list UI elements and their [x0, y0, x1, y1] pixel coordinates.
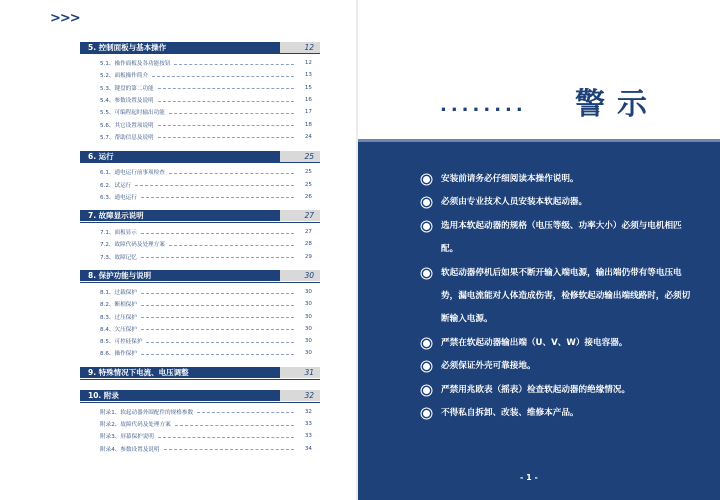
bullet-icon	[423, 340, 430, 347]
warning-item-text: 安装前请务必仔细阅读本操作说明。	[441, 174, 579, 184]
toc-entry-label: 附录4、参数设置及说明	[100, 446, 160, 453]
bullet-icon	[423, 176, 430, 183]
toc-entry-page: 27	[304, 229, 312, 236]
toc-entry-page: 30	[304, 350, 312, 357]
warning-title: 警示	[575, 87, 659, 122]
toc-entry[interactable]	[80, 443, 320, 455]
toc-entry-page: 32	[304, 408, 312, 415]
toc-entry-label: 5.7、帮助信息及说明	[100, 134, 154, 141]
toc-entry-label: 8.3、过压保护	[100, 314, 137, 321]
toc-entry-label: 5.6、其它设置项说明	[100, 122, 154, 129]
page-number: - 1 -	[520, 473, 538, 482]
toc-entry[interactable]	[80, 347, 320, 359]
toc-entry-page: 33	[304, 421, 312, 428]
toc-entry[interactable]	[80, 298, 320, 310]
toc-entry[interactable]	[80, 226, 320, 238]
toc-section-header[interactable]	[80, 270, 320, 283]
toc-entry[interactable]	[80, 238, 320, 250]
toc-leader-dots	[135, 185, 294, 186]
toc-leader-dots	[146, 342, 294, 343]
toc-entry[interactable]	[80, 418, 320, 430]
toc-entry-page: 26	[304, 193, 312, 200]
toc-section-title: 9. 特殊情况下电流、电压调整	[80, 367, 280, 378]
toc-entry[interactable]	[80, 131, 320, 143]
toc-entry-page: 16	[304, 97, 312, 104]
warning-item	[423, 379, 693, 402]
warning-item	[423, 215, 693, 262]
toc-leader-dots	[141, 329, 294, 330]
toc-entry-label: 附录1、软起动器外围配件的规格参数	[100, 409, 194, 416]
toc-section-title: 10. 附录	[80, 390, 280, 401]
toc-entry[interactable]	[80, 430, 320, 442]
toc-entry-label: 5.2、面板操作简介	[100, 73, 149, 80]
toc-entry-label: 5.5、可编程起时输出功能	[100, 110, 165, 117]
toc-leader-dots	[141, 293, 294, 294]
toc-entry-page: 30	[304, 289, 312, 295]
toc-leader-dots	[158, 437, 294, 438]
warning-item	[423, 402, 693, 425]
toc-leader-dots	[141, 317, 294, 318]
toc-leader-dots	[152, 76, 294, 77]
toc-entry-page: 13	[304, 72, 312, 79]
toc-entry[interactable]	[80, 166, 320, 178]
toc-entry-page: 17	[304, 109, 312, 116]
toc-entry[interactable]	[80, 191, 320, 203]
toc-entry[interactable]	[80, 57, 320, 69]
toc-entry[interactable]	[80, 106, 320, 118]
toc-leader-dots	[169, 113, 294, 114]
toc-entry-label: 附录3、屏幕保护说明	[100, 434, 154, 441]
table-of-contents	[80, 41, 320, 462]
toc-leader-dots	[141, 354, 294, 355]
toc-section-title: 6. 运行	[80, 151, 280, 162]
warning-heading	[440, 79, 700, 122]
toc-entry-page: 15	[304, 84, 312, 91]
toc-entry-page: 34	[304, 445, 312, 452]
toc-entry-label: 8.5、可控硅保护	[100, 339, 143, 346]
warning-item-text: 软起动器停机后如果不断开输入端电源，输出端仍带有等电压电势，漏电流能对人体造成伤害，检修软起动输出端线路时，必须切断输入电源。	[441, 267, 691, 325]
toc-entry[interactable]	[80, 69, 320, 81]
warning-item-text: 不得私自拆卸、改装、维修本产品。	[441, 408, 579, 419]
toc-entry[interactable]	[80, 118, 320, 130]
toc-entry-label: 8.2、断相保护	[100, 302, 137, 309]
toc-leader-dots	[141, 305, 294, 306]
toc-entry-label: 6.1、通电运行前事项检查	[100, 170, 165, 177]
warning-item	[423, 191, 693, 214]
toc-section-title: 7. 故障显示说明	[80, 210, 280, 221]
toc-leader-dots	[175, 425, 294, 426]
toc-entry-page: 33	[304, 433, 312, 440]
toc-section-header[interactable]	[80, 210, 320, 223]
toc-section-header[interactable]	[80, 390, 320, 403]
toc-entry-label: 7.1、面板显示	[100, 230, 137, 237]
warning-item	[423, 332, 693, 355]
toc-entry-page: 30	[304, 338, 312, 345]
toc-entry-label: 6.3、通电运行	[100, 194, 137, 201]
toc-section-title: 8. 保护功能与说明	[80, 270, 280, 281]
toc-entry-page: 24	[304, 133, 312, 140]
toc-leader-dots	[169, 245, 294, 246]
warning-item	[423, 355, 693, 378]
warning-item	[423, 262, 693, 332]
toc-entry[interactable]	[80, 82, 320, 94]
toc-leader-dots	[174, 64, 294, 65]
toc-entry[interactable]	[80, 335, 320, 347]
chevron-arrows-icon: >>>	[50, 11, 80, 26]
bullet-icon	[423, 387, 430, 394]
toc-section-page: 27	[280, 210, 320, 221]
bullet-icon	[423, 410, 430, 417]
toc-leader-dots	[158, 101, 294, 102]
toc-section-page: 32	[280, 390, 320, 401]
toc-leader-dots	[141, 197, 294, 198]
toc-entry-page: 28	[304, 241, 312, 248]
toc-section-page: 31	[280, 367, 320, 378]
toc-entry[interactable]	[80, 94, 320, 106]
toc-leader-dots	[158, 125, 294, 126]
toc-leader-dots	[158, 88, 294, 89]
bullet-icon	[423, 270, 430, 277]
toc-entry-page: 30	[304, 313, 312, 320]
toc-entry-label: 8.1、过载保护	[100, 290, 137, 296]
toc-section-header[interactable]	[80, 150, 320, 163]
warning-dots: ........	[440, 95, 527, 116]
toc-entry-label: 7.3、故障记忆	[100, 254, 137, 261]
toc-entry-label: 7.2、故障代码及处理方案	[100, 242, 165, 249]
warning-item	[423, 168, 693, 191]
toc-section-header[interactable]	[80, 367, 320, 380]
toc-entry-label: 8.4、欠压保护	[100, 326, 137, 333]
toc-section-title: 5. 控制面板与基本操作	[80, 42, 280, 53]
toc-leader-dots	[158, 137, 294, 138]
toc-section-page: 30	[280, 270, 320, 281]
toc-entry-label: 附录2、故障代码及处理方案	[100, 422, 171, 429]
toc-entry-label: 8.6、操作保护	[100, 351, 137, 358]
toc-section-page: 12	[280, 42, 320, 53]
toc-leader-dots	[169, 173, 294, 174]
toc-entry-label: 5.4、参数设置及说明	[100, 98, 154, 105]
toc-entry[interactable]	[80, 406, 320, 418]
toc-entry-label: 5.3、键盘的第二功能	[100, 85, 154, 92]
warning-list	[423, 168, 693, 425]
toc-section-header[interactable]	[80, 41, 320, 54]
toc-leader-dots	[197, 412, 294, 413]
toc-entry-label: 5.1、操作面板及各功能按钮	[100, 61, 171, 68]
bullet-icon	[423, 199, 430, 206]
panel-stripe	[358, 139, 720, 142]
warning-item-text: 严禁用兆欧表（摇表）检查软起动器的绝缘情况。	[441, 384, 631, 395]
toc-entry-label: 6.2、试运行	[100, 182, 132, 189]
toc-entry-page: 30	[304, 301, 312, 308]
toc-entry-page: 25	[304, 181, 312, 188]
warning-item-text: 严禁在软起动器输出端（U、V、W）接电容器。	[441, 337, 628, 348]
toc-entry[interactable]	[80, 310, 320, 322]
toc-entry[interactable]	[80, 178, 320, 190]
bullet-icon	[423, 223, 430, 230]
toc-entry[interactable]	[80, 323, 320, 335]
toc-entry-page: 30	[304, 325, 312, 332]
bullet-icon	[423, 363, 430, 370]
toc-entry-page: 12	[304, 60, 312, 67]
toc-leader-dots	[141, 257, 294, 258]
toc-entry[interactable]	[80, 251, 320, 263]
toc-section-page: 25	[280, 151, 320, 162]
toc-entry-page: 29	[304, 253, 312, 260]
toc-entry[interactable]	[80, 286, 320, 298]
toc-entry-page: 18	[304, 121, 312, 128]
toc-leader-dots	[141, 233, 294, 234]
toc-leader-dots	[164, 449, 295, 450]
warning-item-text: 选用本软起动器的规格（电压等级、功率大小）必须与电机相匹配。	[441, 220, 682, 255]
toc-entry-page: 25	[304, 169, 312, 176]
warning-item-text: 必须保证外壳可靠接地。	[441, 361, 536, 372]
warning-item-text: 必须由专业技术人员安装本软起动器。	[441, 197, 588, 208]
